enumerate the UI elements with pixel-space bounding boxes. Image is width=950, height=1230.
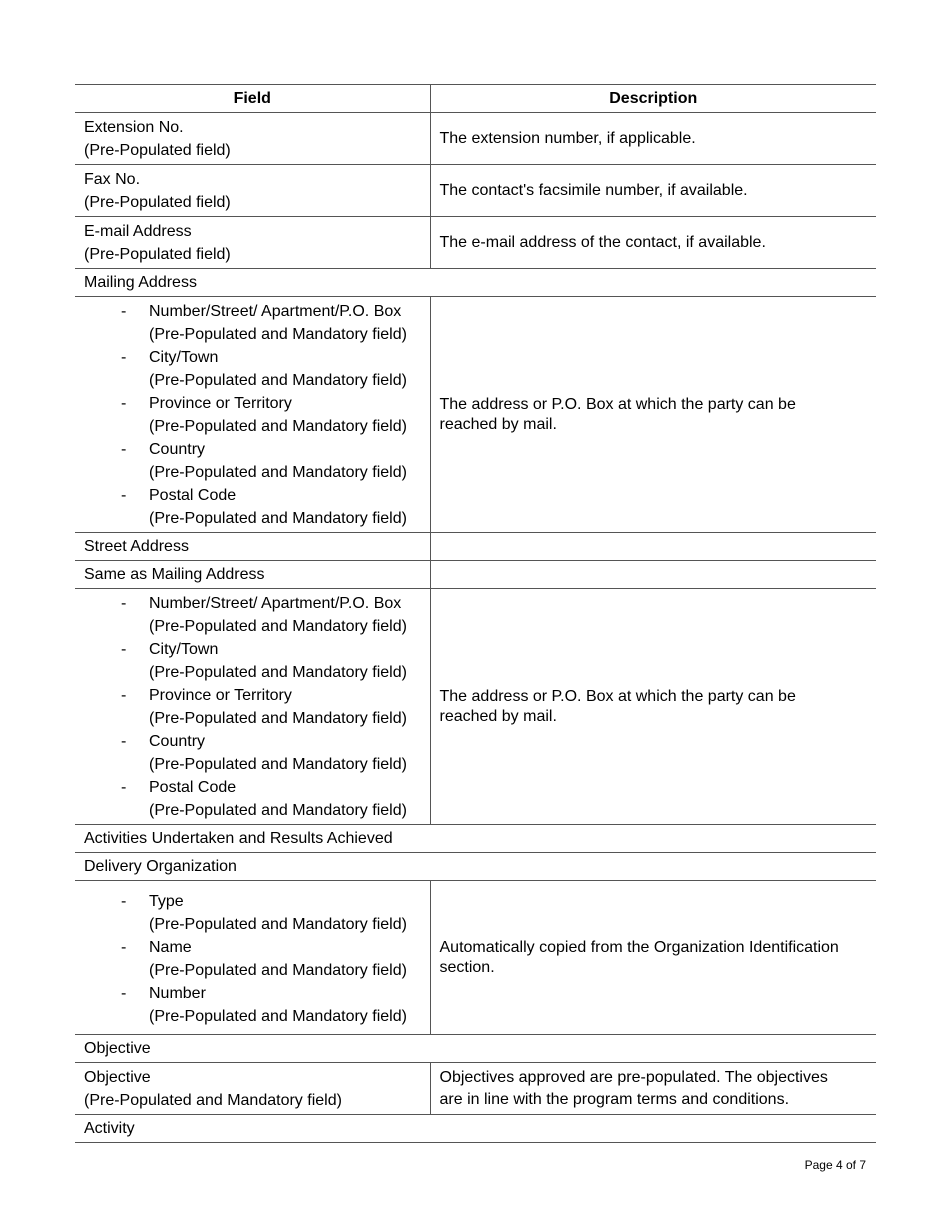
list-item: - Country (Pre-Populated and Mandatory field)	[109, 730, 421, 776]
email-field-cell	[75, 217, 430, 269]
section-row	[75, 1035, 876, 1063]
fax-label: Fax No.	[84, 171, 141, 188]
list-item: - Type (Pre-Populated and Mandatory field)	[109, 890, 421, 936]
extension-note: (Pre-Populated field)	[84, 142, 231, 159]
list-item: - Number/Street/ Apartment/P.O. Box (Pre-Populated and Mandatory field)	[109, 592, 421, 638]
table-row	[75, 561, 876, 589]
table-row	[75, 1063, 876, 1115]
empty-cell	[430, 533, 876, 561]
objective-label: Objective	[84, 1069, 151, 1086]
street-address-heading: Street Address	[75, 533, 430, 561]
extension-description: The extension number, if applicable.	[430, 113, 876, 165]
page-number: Page 4 of 7	[804, 1158, 866, 1172]
list-item: - Postal Code (Pre-Populated and Mandatory field)	[109, 484, 421, 530]
list-item: - Postal Code (Pre-Populated and Mandatory field)	[109, 776, 421, 822]
street-address-fields	[75, 589, 430, 825]
extension-label: Extension No.	[84, 119, 184, 136]
mailing-address-fields	[75, 297, 430, 533]
email-note: (Pre-Populated field)	[84, 246, 231, 263]
table-row	[75, 297, 876, 533]
list-item: - Country (Pre-Populated and Mandatory field)	[109, 438, 421, 484]
objective-heading: Objective	[75, 1035, 876, 1063]
table-row	[75, 165, 876, 217]
list-item: - City/Town (Pre-Populated and Mandatory field)	[109, 638, 421, 684]
same-as-mailing: Same as Mailing Address	[75, 561, 430, 589]
list-item: - City/Town (Pre-Populated and Mandatory field)	[109, 346, 421, 392]
list-item: - Province or Territory (Pre-Populated and Mandatory field)	[109, 392, 421, 438]
section-row	[75, 269, 876, 297]
delivery-organization-description: Automatically copied from the Organization Identification section.	[430, 881, 876, 1035]
activity-heading: Activity	[75, 1115, 876, 1143]
email-description: The e-mail address of the contact, if available.	[430, 217, 876, 269]
header-field: Field	[75, 85, 430, 113]
objective-field-cell	[75, 1063, 430, 1115]
table-row	[75, 217, 876, 269]
section-row	[75, 533, 876, 561]
objective-description: Objectives approved are pre-populated. The objectives are in line with the program terms and conditions.	[430, 1063, 876, 1115]
section-row	[75, 825, 876, 853]
header-description: Description	[430, 85, 876, 113]
list-item: - Number/Street/ Apartment/P.O. Box (Pre-Populated and Mandatory field)	[109, 300, 421, 346]
mailing-address-heading: Mailing Address	[75, 269, 876, 297]
activities-heading: Activities Undertaken and Results Achieved	[75, 825, 876, 853]
delivery-organization: Delivery Organization	[75, 853, 876, 881]
section-row	[75, 1115, 876, 1143]
email-label: E-mail Address	[84, 223, 192, 240]
list-item: - Name (Pre-Populated and Mandatory field)	[109, 936, 421, 982]
fax-field-cell	[75, 165, 430, 217]
delivery-organization-fields	[75, 881, 430, 1035]
street-address-description: The address or P.O. Box at which the party can be reached by mail.	[430, 589, 876, 825]
table-row	[75, 853, 876, 881]
mailing-address-description: The address or P.O. Box at which the party can be reached by mail.	[430, 297, 876, 533]
table-row	[75, 881, 876, 1035]
objective-note: (Pre-Populated and Mandatory field)	[84, 1092, 342, 1109]
field-description-table	[75, 84, 876, 1143]
empty-cell	[430, 561, 876, 589]
list-item: - Province or Territory (Pre-Populated and Mandatory field)	[109, 684, 421, 730]
table-row	[75, 113, 876, 165]
list-item: - Number (Pre-Populated and Mandatory field)	[109, 982, 421, 1028]
fax-description: The contact's facsimile number, if available.	[430, 165, 876, 217]
table-row	[75, 589, 876, 825]
extension-field-cell	[75, 113, 430, 165]
fax-note: (Pre-Populated field)	[84, 194, 231, 211]
